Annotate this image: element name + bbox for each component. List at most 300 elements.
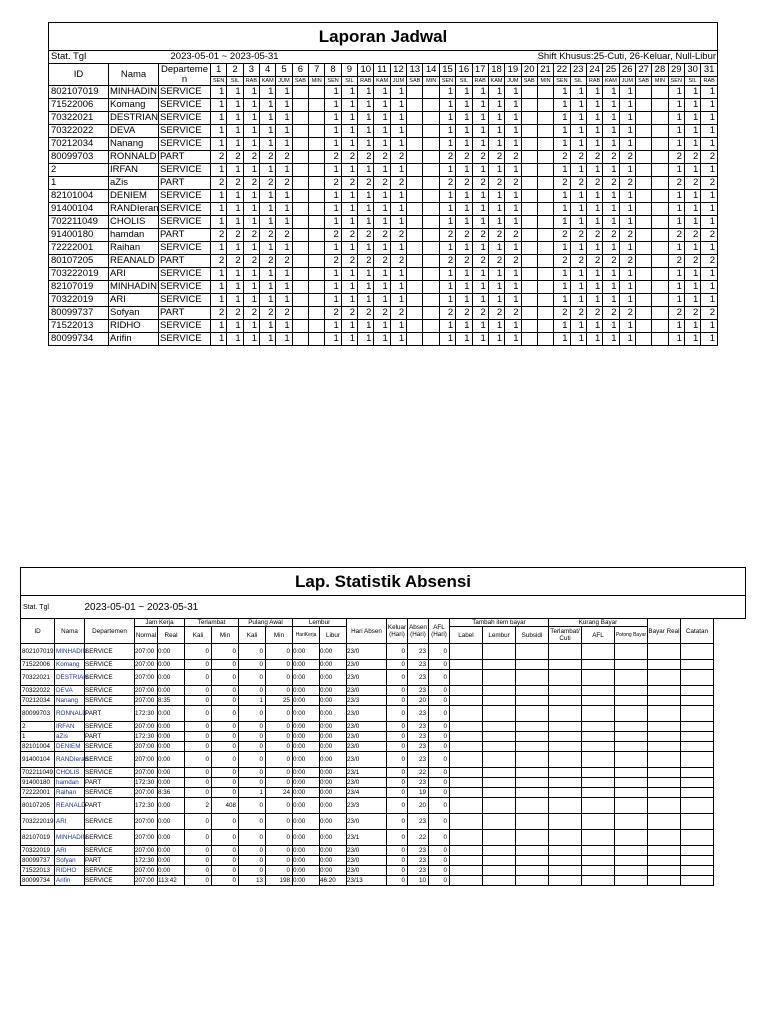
shift-cell: 1 xyxy=(211,242,227,255)
shift-cell: 1 xyxy=(684,125,700,138)
shift-cell: 1 xyxy=(390,190,406,203)
real-hours: 113:42 xyxy=(158,876,185,886)
shift-cell xyxy=(423,333,439,346)
shift-cell: 1 xyxy=(701,281,718,294)
shift-cell: 1 xyxy=(603,320,619,333)
shift-cell: 1 xyxy=(211,138,227,151)
overtime-holiday: 0:00 xyxy=(320,798,347,814)
empty-cell xyxy=(615,856,648,866)
shift-cell: 1 xyxy=(243,164,259,177)
employee-id: 82107019 xyxy=(21,830,55,846)
day-header: 13 xyxy=(407,64,423,77)
employee-name: CHOLIS xyxy=(109,216,159,229)
shift-cell: 1 xyxy=(439,99,455,112)
late-minutes: 0 xyxy=(212,752,239,768)
shift-cell: 2 xyxy=(505,151,521,164)
day-header: 26 xyxy=(619,64,635,77)
shift-cell: 1 xyxy=(554,281,570,294)
empty-cell xyxy=(483,670,516,686)
shift-cell xyxy=(537,203,553,216)
overtime-holiday: 0:00 xyxy=(320,866,347,876)
weekday-header: RAB xyxy=(586,77,602,86)
employee-name: ARI xyxy=(109,294,159,307)
shift-cell: 1 xyxy=(554,203,570,216)
empty-cell xyxy=(615,876,648,886)
col-label: Label xyxy=(450,627,483,644)
shift-cell: 1 xyxy=(374,190,390,203)
shift-cell: 1 xyxy=(325,125,341,138)
shift-cell xyxy=(309,125,325,138)
empty-cell xyxy=(681,696,714,706)
shift-cell: 2 xyxy=(488,229,504,242)
late-minutes: 0 xyxy=(212,866,239,876)
shift-cell xyxy=(635,307,651,320)
shift-cell: 2 xyxy=(505,177,521,190)
absence-days: 23/0 xyxy=(347,752,387,768)
shift-cell xyxy=(521,268,537,281)
overtime-holiday: 0:00 xyxy=(320,706,347,722)
shift-cell: 1 xyxy=(586,190,602,203)
empty-cell xyxy=(549,660,582,670)
empty-cell xyxy=(516,798,549,814)
normal-hours: 207:00 xyxy=(135,686,158,696)
absence-days: 23/0 xyxy=(347,866,387,876)
employee-dept: PART xyxy=(159,151,211,164)
overtime-workday: 0:00 xyxy=(293,798,320,814)
table-row xyxy=(49,255,718,268)
shift-cell: 1 xyxy=(325,164,341,177)
shift-cell: 1 xyxy=(488,190,504,203)
present-days: 20 xyxy=(408,798,429,814)
empty-cell xyxy=(549,778,582,788)
shift-cell: 1 xyxy=(668,333,684,346)
shift-cell xyxy=(309,229,325,242)
early-minutes: 0 xyxy=(266,644,293,660)
empty-cell xyxy=(648,732,681,742)
empty-cell xyxy=(648,722,681,732)
employee-name: Komang xyxy=(55,660,85,670)
empty-cell xyxy=(648,876,681,886)
shift-cell xyxy=(635,294,651,307)
empty-cell xyxy=(516,670,549,686)
leave-days: 0 xyxy=(387,798,408,814)
real-hours: 0:00 xyxy=(158,768,185,778)
weekday-header: JUM xyxy=(505,77,521,86)
empty-cell xyxy=(681,752,714,768)
late-count: 0 xyxy=(185,660,212,670)
leave-days: 0 xyxy=(387,856,408,866)
shift-cell: 1 xyxy=(227,112,243,125)
shift-cell: 1 xyxy=(260,125,276,138)
employee-dept: SERVICE xyxy=(85,846,135,856)
early-count: 0 xyxy=(239,732,266,742)
shift-cell: 1 xyxy=(701,86,718,99)
afl-days: 0 xyxy=(429,706,450,722)
empty-cell xyxy=(450,866,483,876)
day-header: 30 xyxy=(684,64,700,77)
employee-id: 1 xyxy=(49,177,109,190)
shift-cell: 1 xyxy=(570,294,586,307)
empty-cell xyxy=(681,706,714,722)
shift-cell: 1 xyxy=(570,203,586,216)
empty-cell xyxy=(516,660,549,670)
shift-cell: 1 xyxy=(586,203,602,216)
early-minutes: 0 xyxy=(266,814,293,830)
shift-cell: 1 xyxy=(260,320,276,333)
shift-cell: 1 xyxy=(570,333,586,346)
shift-cell: 1 xyxy=(701,216,718,229)
weekday-header: RAB xyxy=(472,77,488,86)
late-count: 0 xyxy=(185,846,212,856)
shift-cell: 1 xyxy=(586,112,602,125)
shift-cell: 2 xyxy=(570,229,586,242)
employee-id: 80099734 xyxy=(49,333,109,346)
shift-cell xyxy=(423,151,439,164)
day-header: 14 xyxy=(423,64,439,77)
table-row xyxy=(49,164,718,177)
col-terlambat-min: Min xyxy=(212,627,239,644)
employee-id: 80099703 xyxy=(21,706,55,722)
col-potong-bayar: Potong Bayar xyxy=(615,627,648,644)
shift-cell: 1 xyxy=(456,203,472,216)
employee-name: RANDIeran xyxy=(110,203,159,214)
shift-cell xyxy=(309,333,325,346)
shift-cell: 1 xyxy=(668,99,684,112)
shift-cell: 1 xyxy=(276,333,292,346)
shift-cell xyxy=(537,86,553,99)
overtime-workday: 0:00 xyxy=(293,696,320,706)
shift-cell: 1 xyxy=(488,281,504,294)
shift-cell: 2 xyxy=(684,307,700,320)
shift-cell: 1 xyxy=(505,86,521,99)
early-count: 0 xyxy=(239,644,266,660)
shift-cell: 2 xyxy=(227,177,243,190)
empty-cell xyxy=(483,830,516,846)
employee-id: 80107205 xyxy=(21,798,55,814)
shift-cell xyxy=(423,255,439,268)
shift-cell: 1 xyxy=(243,112,259,125)
shift-cell xyxy=(537,164,553,177)
shift-cell: 1 xyxy=(358,138,374,151)
day-header: 21 xyxy=(537,64,553,77)
present-days: 23 xyxy=(408,706,429,722)
shift-cell: 2 xyxy=(243,229,259,242)
shift-cell xyxy=(537,138,553,151)
shift-cell: 2 xyxy=(619,229,635,242)
present-days: 22 xyxy=(408,830,429,846)
employee-id: 91400104 xyxy=(49,203,109,216)
employee-id: 80099737 xyxy=(49,307,109,320)
col-bayar-real: Bayar Real xyxy=(648,619,681,644)
normal-hours: 207:00 xyxy=(135,846,158,856)
shift-cell: 1 xyxy=(358,294,374,307)
shift-cell xyxy=(635,164,651,177)
shift-cell xyxy=(292,229,308,242)
employee-dept: SERVICE xyxy=(159,242,211,255)
shift-cell: 2 xyxy=(488,307,504,320)
shift-cell: 1 xyxy=(227,281,243,294)
present-days: 10 xyxy=(408,876,429,886)
late-minutes: 0 xyxy=(212,670,239,686)
empty-cell xyxy=(681,814,714,830)
employee-id: 703222019 xyxy=(21,814,55,830)
employee-id: 80099737 xyxy=(21,856,55,866)
shift-cell xyxy=(423,177,439,190)
empty-cell xyxy=(450,830,483,846)
leave-days: 0 xyxy=(387,866,408,876)
shift-cell xyxy=(635,320,651,333)
empty-cell xyxy=(450,660,483,670)
shift-cell xyxy=(652,99,668,112)
shift-cell: 2 xyxy=(554,177,570,190)
empty-cell xyxy=(681,732,714,742)
overtime-holiday: 0:00 xyxy=(320,644,347,660)
employee-name: DENIEM xyxy=(55,742,85,752)
table-row xyxy=(49,177,718,190)
shift-cell: 1 xyxy=(211,281,227,294)
employee-dept: PART xyxy=(159,177,211,190)
employee-dept: SERVICE xyxy=(85,670,135,686)
shift-cell xyxy=(521,138,537,151)
afl-days: 0 xyxy=(429,856,450,866)
shift-cell xyxy=(292,268,308,281)
weekday-header: MIN xyxy=(537,77,553,86)
shift-cell: 1 xyxy=(243,216,259,229)
shift-cell: 2 xyxy=(488,151,504,164)
empty-cell xyxy=(615,706,648,722)
present-days: 23 xyxy=(408,814,429,830)
employee-id: 802107019 xyxy=(21,644,55,660)
shift-cell: 1 xyxy=(390,268,406,281)
shift-cell: 2 xyxy=(603,255,619,268)
empty-cell xyxy=(681,798,714,814)
shift-cell: 1 xyxy=(374,320,390,333)
normal-hours: 172:30 xyxy=(135,856,158,866)
shift-cell: 1 xyxy=(554,216,570,229)
shift-cell xyxy=(537,190,553,203)
normal-hours: 207:00 xyxy=(135,722,158,732)
employee-name: REANALD xyxy=(109,255,159,268)
col-absen: Absen (Hari) xyxy=(408,619,429,644)
empty-cell xyxy=(648,856,681,866)
shift-cell xyxy=(309,320,325,333)
late-minutes: 0 xyxy=(212,686,239,696)
employee-dept: PART xyxy=(85,706,135,722)
overtime-holiday: 0:00 xyxy=(320,742,347,752)
shift-cell xyxy=(407,99,423,112)
weekday-header: RAB xyxy=(701,77,718,86)
day-header: 27 xyxy=(635,64,651,77)
empty-cell xyxy=(549,768,582,778)
late-minutes: 0 xyxy=(212,876,239,886)
day-header: 12 xyxy=(390,64,406,77)
employee-dept: SERVICE xyxy=(159,164,211,177)
late-minutes: 0 xyxy=(212,830,239,846)
shift-cell xyxy=(521,190,537,203)
real-hours: 0:00 xyxy=(158,670,185,686)
shift-cell: 1 xyxy=(586,138,602,151)
late-minutes: 0 xyxy=(212,732,239,742)
shift-cell xyxy=(407,268,423,281)
shift-cell: 1 xyxy=(456,333,472,346)
shift-cell: 1 xyxy=(488,112,504,125)
normal-hours: 207:00 xyxy=(135,696,158,706)
shift-cell: 1 xyxy=(586,281,602,294)
employee-name: MINHADIN xyxy=(110,86,157,97)
shift-cell: 1 xyxy=(505,333,521,346)
shift-cell: 1 xyxy=(619,203,635,216)
shift-cell: 1 xyxy=(374,86,390,99)
shift-cell xyxy=(521,125,537,138)
shift-cell xyxy=(309,164,325,177)
employee-dept: SERVICE xyxy=(85,686,135,696)
shift-cell: 1 xyxy=(488,268,504,281)
employee-dept: SERVICE xyxy=(159,203,211,216)
shift-cell xyxy=(521,255,537,268)
absence-days: 23/0 xyxy=(347,856,387,866)
col-pulang-min: Min xyxy=(266,627,293,644)
late-count: 0 xyxy=(185,670,212,686)
shift-cell: 1 xyxy=(276,164,292,177)
shift-cell: 1 xyxy=(243,294,259,307)
employee-name: hamdan xyxy=(55,778,85,788)
weekday-header: JUM xyxy=(390,77,406,86)
normal-hours: 207:00 xyxy=(135,660,158,670)
empty-cell xyxy=(483,788,516,798)
shift-cell xyxy=(521,229,537,242)
shift-cell xyxy=(407,112,423,125)
shift-cell: 1 xyxy=(554,333,570,346)
employee-id: 82101004 xyxy=(21,742,55,752)
shift-cell: 1 xyxy=(619,99,635,112)
employee-name: Nanang xyxy=(109,138,159,151)
shift-cell: 2 xyxy=(488,255,504,268)
shift-cell xyxy=(635,229,651,242)
shift-cell xyxy=(537,268,553,281)
employee-dept: SERVICE xyxy=(159,86,211,99)
day-header: 4 xyxy=(260,64,276,77)
empty-cell xyxy=(615,866,648,876)
shift-cell: 1 xyxy=(227,86,243,99)
shift-cell: 1 xyxy=(603,216,619,229)
shift-cell: 1 xyxy=(603,281,619,294)
shift-cell xyxy=(635,190,651,203)
shift-cell xyxy=(407,294,423,307)
shift-cell: 1 xyxy=(325,294,341,307)
table-row xyxy=(49,320,718,333)
shift-cell: 1 xyxy=(439,320,455,333)
afl-days: 0 xyxy=(429,670,450,686)
empty-cell xyxy=(582,670,615,686)
absence-days: 23/3 xyxy=(347,696,387,706)
overtime-workday: 0:00 xyxy=(293,846,320,856)
normal-hours: 207:00 xyxy=(135,830,158,846)
shift-cell: 1 xyxy=(456,281,472,294)
overtime-holiday: 0:00 xyxy=(320,788,347,798)
shift-cell xyxy=(423,125,439,138)
shift-cell: 1 xyxy=(276,320,292,333)
empty-cell xyxy=(615,660,648,670)
late-count: 0 xyxy=(185,788,212,798)
employee-name: RIDHO xyxy=(109,320,159,333)
shift-cell: 2 xyxy=(456,151,472,164)
normal-hours: 207:00 xyxy=(135,788,158,798)
shift-cell xyxy=(652,164,668,177)
shift-cell: 1 xyxy=(325,99,341,112)
shift-cell: 1 xyxy=(472,138,488,151)
empty-cell xyxy=(582,732,615,742)
shift-cell: 1 xyxy=(472,203,488,216)
shift-cell xyxy=(537,125,553,138)
shift-cell: 1 xyxy=(243,99,259,112)
empty-cell xyxy=(681,660,714,670)
shift-cell: 1 xyxy=(603,268,619,281)
shift-cell: 1 xyxy=(684,203,700,216)
shift-cell: 1 xyxy=(374,164,390,177)
employee-name: ARI xyxy=(55,846,85,856)
empty-cell xyxy=(516,814,549,830)
shift-cell xyxy=(635,216,651,229)
empty-cell xyxy=(648,752,681,768)
shift-cell: 1 xyxy=(325,190,341,203)
shift-cell: 1 xyxy=(619,138,635,151)
shift-cell: 1 xyxy=(341,138,357,151)
shift-cell: 1 xyxy=(472,281,488,294)
employee-id: 70322022 xyxy=(21,686,55,696)
shift-cell xyxy=(537,177,553,190)
shift-cell: 2 xyxy=(701,307,718,320)
shift-cell: 1 xyxy=(325,203,341,216)
early-minutes: 0 xyxy=(266,846,293,856)
statistics-report xyxy=(20,567,746,886)
employee-name: hamdan xyxy=(109,229,159,242)
empty-cell xyxy=(450,876,483,886)
employee-name: Sofyan xyxy=(109,307,159,320)
shift-cell: 2 xyxy=(211,177,227,190)
day-header: 31 xyxy=(701,64,718,77)
afl-days: 0 xyxy=(429,866,450,876)
empty-cell xyxy=(549,742,582,752)
shift-cell: 1 xyxy=(390,125,406,138)
shift-cell: 2 xyxy=(456,255,472,268)
employee-id: 71522013 xyxy=(49,320,109,333)
shift-cell xyxy=(423,307,439,320)
table-row xyxy=(21,706,746,722)
employee-id: 702211049 xyxy=(22,769,54,776)
empty-cell xyxy=(648,670,681,686)
weekday-header: SIL xyxy=(570,77,586,86)
shift-cell xyxy=(521,320,537,333)
absence-days: 23/3 xyxy=(347,798,387,814)
overtime-workday: 0:00 xyxy=(293,660,320,670)
real-hours: 0:00 xyxy=(158,706,185,722)
shift-cell: 2 xyxy=(341,151,357,164)
shift-cell: 1 xyxy=(276,268,292,281)
shift-cell: 2 xyxy=(554,255,570,268)
shift-cell: 1 xyxy=(488,294,504,307)
early-minutes: 0 xyxy=(266,856,293,866)
empty-cell xyxy=(648,696,681,706)
afl-days: 0 xyxy=(429,722,450,732)
shift-cell: 1 xyxy=(570,320,586,333)
shift-cell xyxy=(309,294,325,307)
table-row xyxy=(21,778,746,788)
employee-id: 71522006 xyxy=(21,660,55,670)
present-days: 23 xyxy=(408,722,429,732)
employee-id: 70322021 xyxy=(49,112,109,125)
weekday-header: SEN xyxy=(439,77,455,86)
shift-cell: 2 xyxy=(505,307,521,320)
